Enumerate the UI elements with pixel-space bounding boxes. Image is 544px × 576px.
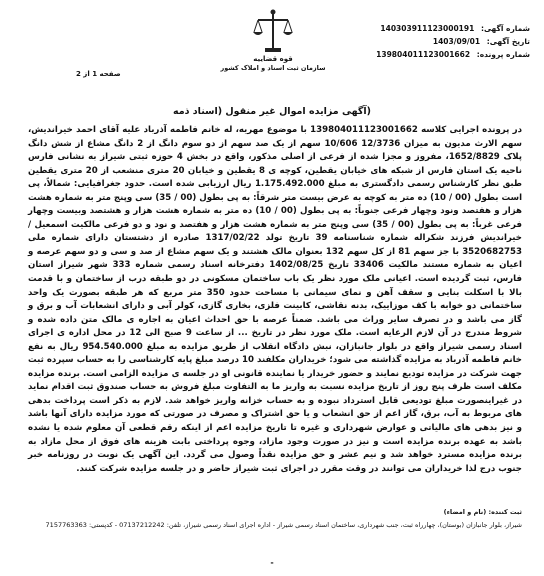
org-subtitle: سازمان ثبت اسناد و املاک کشور	[220, 64, 326, 72]
document-title: (آگهی مزایده اموال غیر منقول (اسناد ذمه	[172, 106, 371, 117]
file-number: 139804011123001662	[376, 50, 471, 59]
footer-mark: -	[270, 558, 274, 567]
signature-line: ثبت کننده: (نام و امضاء)	[443, 508, 522, 516]
org-title: قوه قضاییه	[253, 55, 293, 63]
notice-body: در پرونده اجرایی کلاسه 139804011123001662 با موضوع مهریه، له خانم فاطمه آذرباد علیه آقای احمد خیراندیش، سهم الارث مدیون به میزان 12/3736 10/606 سهم از یک صد سهم از دو سوم دانگ از 2 دانگ مشاع از شش دانگ پلاک 1652/8829، مفروز و مجزا شده از فرعی از اصلی مذکور، واقع در بخش 4 حوزه ثبتی شیراز به نشانی فارس ناحیه یک استان فارس از شبکه های خیابان یقطین، کوچه ی 8 یقطین و خیابان 20 متری منشعب از 20 متری یقطین طبق نظر کارشناس رسمی دادگستری به مبلغ 1.175.492.000 ریال ارزیابی شده است. حدود جغرافیایی: شمالاً، پی است بطول (00 / 10) ده متر به کوچه به عرض بیست متر شرقاً: به پی بطول (00 / 35) سی وپنج متر به شماره هشت هزار و هفتصد ونود وچهار فرعی جنوباً: به پی بطول (00 / 10) ده متر به شماره هشت هزار و هشتصد وبیست وچهار فرعی غرباً: به پی بطول (00 / 35) سی وپنج متر به شماره هشت هزار و هفتصد و نود و دو فرعی مالکیت اسمعیل / خیراندیش فرزند شکراله شماره شناسنامه 39 تاریخ تولد 1317/02/22 صادره از دشتستان دارای شماره ملی 3520682753 با جز سهم 81 از کل سهم 132 بعنوان مالک هشتند و یک سهم مشاع از صد و سی و دو سهم عرصه و اعیان به شماره مستند مالکیت 33406 تاریخ 1402/08/25 دفترخانه اسناد رسمی شماره 333 شهر شیراز استان فارس، ثبت گردیده است. اعیانی ملک مورد نظر یک باب ساختمان مسکونی در دو طبقه درب از ساختمان و با قدمت بالا با اسکلت بنایی و سقف آهن و نمای سیمانی با مساحت حدود 350 متر مربع که هر طبقه بصورت یک واحد ساختمانی دو خوابه با کف موزاییک، بدنه نقاشی، کابینت فلزی، بخاری گازی، کولر آبی و دارای انشعابات آب و برق و گاز می باشد و در تصرف سایر وراث می باشد. ضمناً عرصه با حق احداث اعیان به اجاره ی مالک متن داده شده و شروط مندرج در آن لازم الرعایه است. ملک مورد نظر در تاریخ ... از ساعت 9 صبح الی 12 در محل اداره ی اجرای اسناد رسمی شیراز واقع در بلوار جانبازان، نبش دادگاه انقلاب از طریق مزایده به مبلغ 954.540.000 ریال به نفع خانم فاطمه آذرباد به مزایده گذاشته می شود؛ خریداران مکلفند 10 درصد مبلغ پایه کارشناسی را به حساب سپرده ثبت جهت شرکت در مزایده تودیع نمایند و حضور خریدار یا نماینده قانونی او در جلسه ی مزایده الزامی است. برنده مزایده مکلف است ظرف پنج روز از تاریخ مزایده نسبت به واریز ما به التفاوت مبلغ فروش به حساب صندوق ثبت اقدام نماید در غیراینصورت مبلغ تودیعی قابل استرداد نبوده و به حساب خزانه واریز خواهد شد. لازم به ذکر است پرداخت بدهی های مربوط به آب، برق، گاز اعم از حق انشعاب و یا حق اشتراک و مصرف در صورتی که مورد مزایده دارای آنها باشد و نیز بدهی های مالیاتی و عوارض شهرداری و غیره تا تاریخ مزایده اعم از اینکه رقم قطعی آن معلوم شده یا نشده باشد به عهده برنده مزایده است و نیز در صورت وجود مازاد، وجوه پرداختی بابت هزینه های فوق از محل مازاد به برنده مزایده مسترد خواهد شد و نیم عشر و حق مزایده نقداً وصول می گردد. این آگهی یک نوبت در روزنامه خبر جنوب درج لذا خریداران می توانند در وقت مقرر در اجرای ثبت شیراز حاضر و در جلسه مزایده شرکت کنند.	[28, 125, 523, 474]
notice-number-row	[380, 22, 530, 35]
scales-of-justice-icon	[253, 8, 293, 54]
page-indicator: صفحه 1 از 2	[76, 70, 121, 78]
file-number-row	[376, 48, 530, 61]
notice-date-label: تاریخ آگهی:	[486, 37, 530, 46]
notice-number: 140303911123000191	[380, 24, 475, 33]
office-address: شیراز، بلوار جانبازان (بوستان)، چهارراه ثبت، جنب شهرداری، ساختمان اسناد رسمی شیراز - اداره اجرای اسناد رسمی شیراز، تلفن: 07137212242 - کدپستی: 7157763363	[45, 521, 522, 529]
notice-metadata	[376, 22, 530, 61]
notice-number-label: شماره آگهی:	[480, 24, 530, 33]
notice-date-row	[380, 35, 530, 48]
notice-date: 1403/09/01	[432, 37, 481, 46]
file-number-label: شماره پرونده:	[476, 50, 530, 59]
judiciary-emblem	[188, 8, 358, 104]
